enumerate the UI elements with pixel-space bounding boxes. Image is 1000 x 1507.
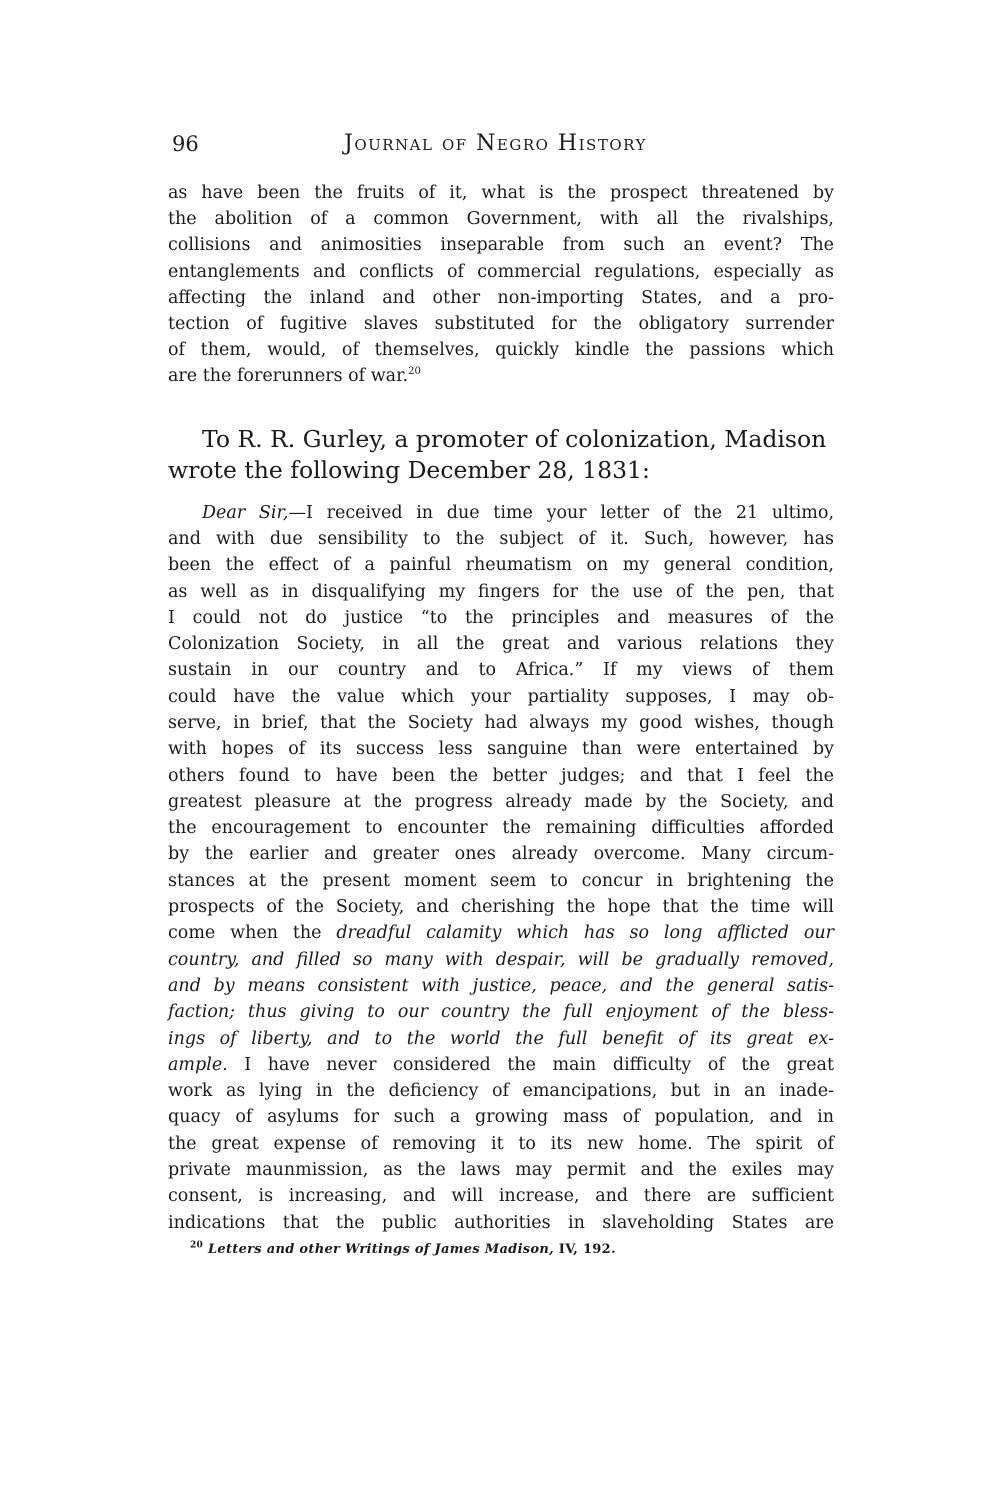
quote-line: as have been the fruits of it, what is the prospect threatened by	[168, 183, 834, 203]
letter-line: been the effect of a painful rheumatism on my general condition,	[168, 555, 834, 576]
salutation: Dear Sir,	[202, 502, 289, 523]
letter-line: private maunmission, as the laws may permit and the exiles may	[168, 1160, 834, 1181]
letter-line-italic	[168, 1026, 834, 1052]
letter-line: prospects of the Society, and cherishing the hope that the time will	[168, 897, 834, 918]
footnote-citation: IV, 192.	[553, 1241, 616, 1257]
quote-line: collisions and animosities inseparable from such an event? The	[168, 235, 834, 256]
letter-line: others found to have been the better judges; and that I feel the	[168, 765, 834, 786]
letter-line: sustain in our country and to Africa.” If my views of them	[168, 660, 834, 681]
letter-line	[168, 1052, 834, 1078]
page	[168, 128, 834, 1257]
letter-line-italic	[168, 947, 834, 973]
intro-line: To R. R. Gurley, a promoter of colonization, Madison	[202, 424, 827, 453]
letter-line: I could not do justice “to the principles and measures of the	[168, 607, 834, 628]
letter-line	[168, 920, 834, 946]
block-quote	[168, 180, 834, 390]
letter-line: Colonization Society, in all the great and various relations they	[168, 634, 834, 655]
footnote-ref: 20	[408, 366, 421, 378]
letter-italic-text: ings of liberty, and to the world the full benefit of its great ex-	[168, 1028, 834, 1049]
running-head	[168, 128, 834, 164]
letter-line: stances at the present moment seem to concur in brightening the	[168, 870, 834, 891]
footnote	[168, 1242, 834, 1257]
quote-line: affecting the inland and other non-importing States, and a pro-	[168, 287, 834, 308]
footnote-number: 20	[190, 1240, 204, 1251]
letter-line: work as lying in the deficiency of emancipations, but in an inade-	[168, 1081, 834, 1102]
quote-line: tection of fugitive slaves substituted for the obligatory surrender	[168, 314, 834, 335]
letter-line-text: come when the	[168, 923, 337, 944]
letter-italic-text: dreadful calamity which has so long afflicted our	[336, 923, 835, 944]
letter-line: with hopes of its success less sanguine than were entertained by	[168, 739, 834, 760]
quote-line: of them, would, of themselves, quickly kindle the passions which	[168, 340, 834, 361]
letter-line-text: —I received in due time your letter of the 21 ultimo,	[288, 502, 835, 523]
letter-line: consent, is increasing, and will increase, and there are sufficient	[168, 1186, 834, 1207]
letter-line: could have the value which your partiality supposes, I may ob-	[168, 686, 834, 707]
quote-line-last	[168, 363, 834, 389]
letter-line: as well as in disqualifying my fingers for the use of the pen, that	[168, 581, 834, 602]
quote-line: entanglements and conflicts of commercial regulations, especially as	[168, 261, 834, 282]
letter-line: the great expense of removing it to its new home. The spirit of	[168, 1133, 834, 1154]
letter-line-italic	[168, 973, 834, 999]
footnote-title: Letters and other Writings of James Madison,	[207, 1241, 554, 1257]
letter-line: and with due sensibility to the subject of it. Such, however, has	[168, 528, 834, 549]
letter-line: the encouragement to encounter the remaining difficulties afforded	[168, 818, 834, 839]
quote-line-text: are the forerunners of war.	[168, 366, 409, 387]
letter-italic-text: faction; thus giving to our country the full enjoyment of the bless-	[168, 1002, 834, 1023]
letter-line-text: I have never considered the main difficulty of the great	[227, 1054, 834, 1075]
letter-italic-text: ample.	[168, 1054, 228, 1075]
quote-line: the abolition of a common Government, with all the rivalships,	[168, 209, 834, 230]
letter-line-italic	[168, 999, 834, 1025]
journal-title: Journal of Negro History	[344, 131, 647, 156]
letter-italic-text: and by means consistent with justice, peace, and the general satis-	[168, 975, 834, 996]
letter-italic-text: country, and filled so many with despair, will be gradually removed,	[168, 949, 834, 970]
letter-line: quacy of asylums for such a growing mass of population, and in	[168, 1107, 834, 1128]
page-number: 96	[172, 132, 199, 156]
letter-line: serve, in brief, that the Society had always my good wishes, though	[168, 713, 834, 733]
letter-line: indications that the public authorities in slaveholding States are	[168, 1212, 834, 1233]
intro-line: wrote the following December 28, 1831:	[168, 455, 650, 484]
intro-paragraph	[168, 424, 834, 486]
letter-line: greatest pleasure at the progress already made by the Society, and	[168, 791, 834, 812]
letter-text	[168, 500, 834, 1236]
letter-line	[168, 500, 834, 526]
letter-line: by the earlier and greater ones already overcome. Many circum-	[168, 844, 834, 865]
